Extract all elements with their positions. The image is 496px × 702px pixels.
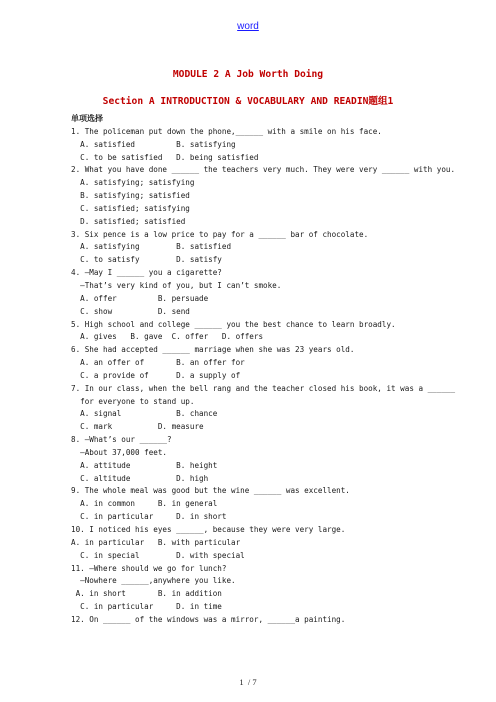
question-line: 4. —May I ______ you a cigarette? — [71, 268, 222, 278]
question-line: 11. —Where should we go for lunch? — [71, 563, 227, 573]
module-title: MODULE 2 A Job Worth Doing — [172, 69, 324, 80]
question-line: 7. In our class, when the bell rang and the teacher closed his book, it was a ______ — [71, 383, 456, 393]
question-line: A. satisfied B. satisfying — [71, 139, 236, 149]
question-line: A. satisfying; satisfying — [71, 178, 195, 188]
question-line: C. a provide of D. a supply of — [71, 370, 241, 380]
question-list — [71, 126, 456, 627]
question-line: 3. Six pence is a low price to pay for a ______ bar of chocolate. — [71, 229, 369, 239]
question-line: 5. High school and college ______ you the best chance to learn broadly. — [71, 319, 396, 329]
header-link-word[interactable]: word — [237, 21, 259, 32]
exercise-content — [71, 113, 456, 627]
question-line: A. in common B. in general — [71, 499, 218, 509]
question-line: A. in particular B. with particular — [71, 537, 241, 547]
question-line: —That’s very kind of you, but I can’t smoke. — [71, 280, 282, 290]
question-line: A. gives B. gave C. offer D. offers — [71, 332, 264, 342]
question-line: —Nowhere ______,anywhere you like. — [71, 576, 236, 586]
question-line: D. satisfied; satisfied — [71, 216, 186, 226]
question-line: A. signal B. chance — [71, 409, 218, 419]
question-line: C. show D. send — [71, 306, 190, 316]
page-number: 1 / 7 — [239, 677, 257, 687]
question-line: 12. On ______ of the windows was a mirror, ______a painting. — [71, 614, 346, 624]
section-label: 单项选择 — [71, 114, 103, 123]
question-line: —About 37,000 feet. — [71, 447, 168, 457]
question-line: A. an offer of B. an offer for — [71, 358, 245, 368]
question-line: C. mark D. measure — [71, 422, 204, 432]
question-line: 8. —What’s our ______? — [71, 435, 172, 445]
question-line: C. to satisfy D. satisfy — [71, 255, 222, 265]
question-line: C. to be satisfied D. being satisfied — [71, 152, 259, 162]
question-line: A. in short B. in addition — [71, 589, 222, 599]
question-line: B. satisfying; satisfied — [71, 191, 190, 201]
question-line: C. altitude D. high — [71, 473, 209, 483]
question-line: C. in particular D. in time — [71, 602, 222, 612]
question-line: 6. She had accepted ______ marriage when she was 23 years old. — [71, 345, 355, 355]
question-line: C. satisfied; satisfying — [71, 203, 190, 213]
question-line: 2. What you have done ______ the teachers very much. They were very ______ with you. — [71, 165, 456, 175]
question-line: A. attitude B. height — [71, 460, 218, 470]
question-line: C. in special D. with special — [71, 550, 245, 560]
question-line: C. in particular D. in short — [71, 512, 227, 522]
question-line: 9. The whole meal was good but the wine ______ was excellent. — [71, 486, 350, 496]
question-line: A. offer B. persuade — [71, 293, 209, 303]
question-line: for everyone to stand up. — [71, 396, 195, 406]
section-title: Section A INTRODUCTION & VOCABULARY AND READIN题组1 — [102, 96, 394, 107]
question-line: A. satisfying B. satisfied — [71, 242, 232, 252]
question-line: 1. The policeman put down the phone,______ with a smile on his face. — [71, 126, 382, 136]
question-line: 10. I noticed his eyes ______, because they were very large. — [71, 525, 346, 534]
